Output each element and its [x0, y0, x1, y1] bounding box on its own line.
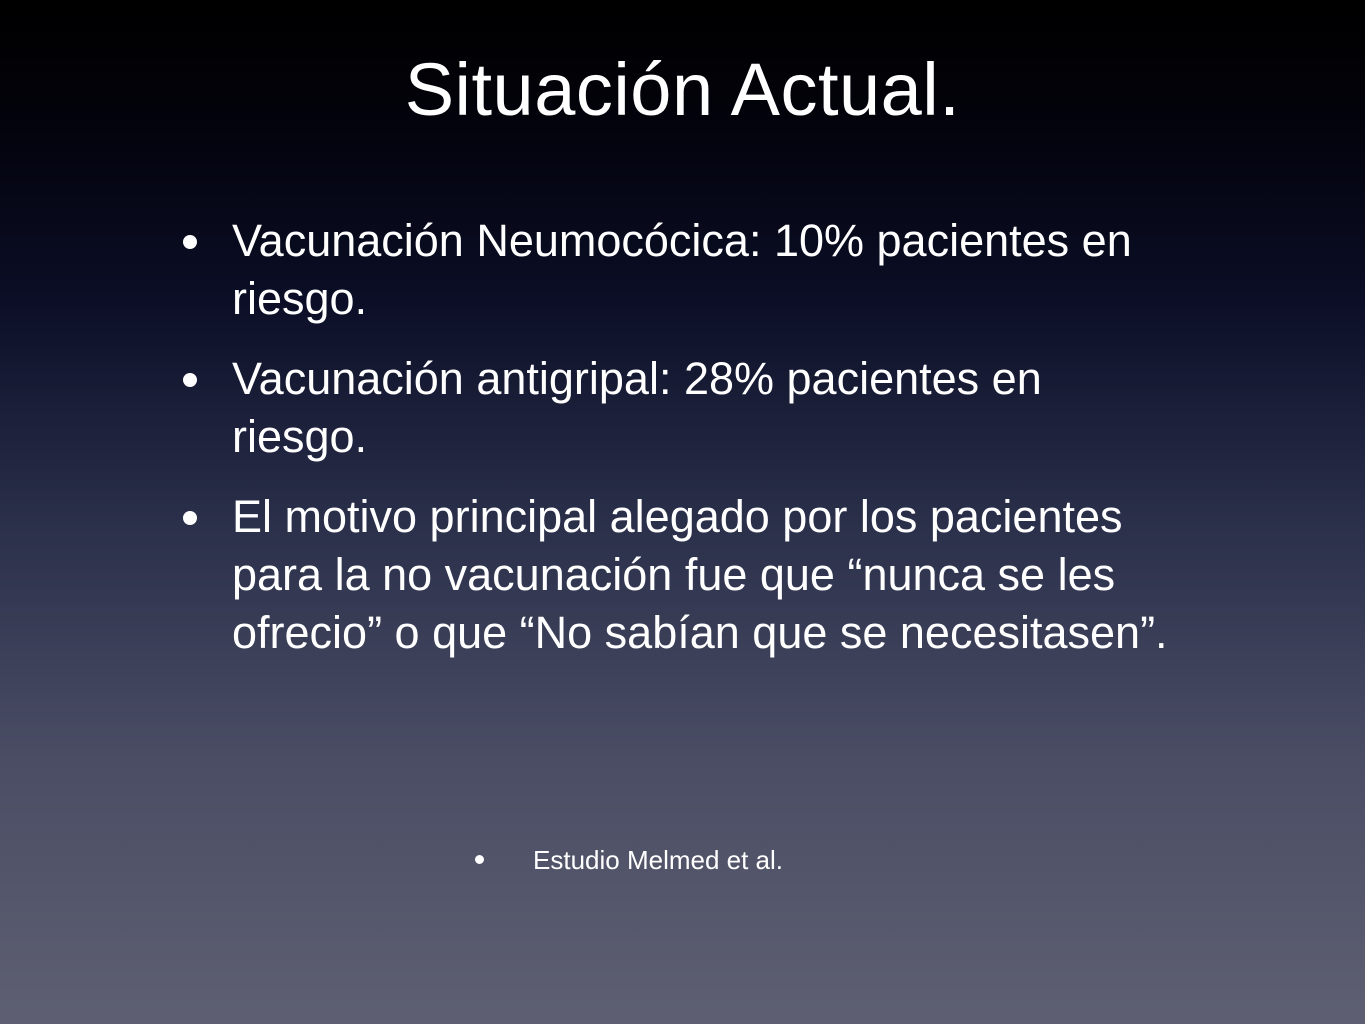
bullet-dot-icon — [183, 511, 197, 525]
citation-text: Estudio Melmed et al. — [533, 845, 784, 875]
bullet-item-influenza — [170, 350, 1180, 466]
bullet-text: El motivo principal alegado por los pacientes para la no vacunación fue que “nunca se les ofrecio” o que “No sabían que se necesitasen”. — [232, 491, 1168, 658]
bullet-item-reason — [170, 488, 1180, 662]
bullet-text: Vacunación Neumocócica: 10% pacientes en riesgo. — [232, 215, 1132, 324]
bullet-item-pneumococcal — [170, 212, 1180, 328]
bullet-dot-icon — [183, 373, 197, 387]
slide-title: Situación Actual. — [404, 48, 961, 131]
citation-sub-bullet — [465, 842, 783, 878]
bullet-text: Vacunación antigripal: 28% pacientes en riesgo. — [232, 353, 1042, 462]
sub-bullet-dot-icon — [475, 855, 484, 864]
bullet-dot-icon — [183, 235, 197, 249]
bullet-list — [170, 212, 1180, 684]
